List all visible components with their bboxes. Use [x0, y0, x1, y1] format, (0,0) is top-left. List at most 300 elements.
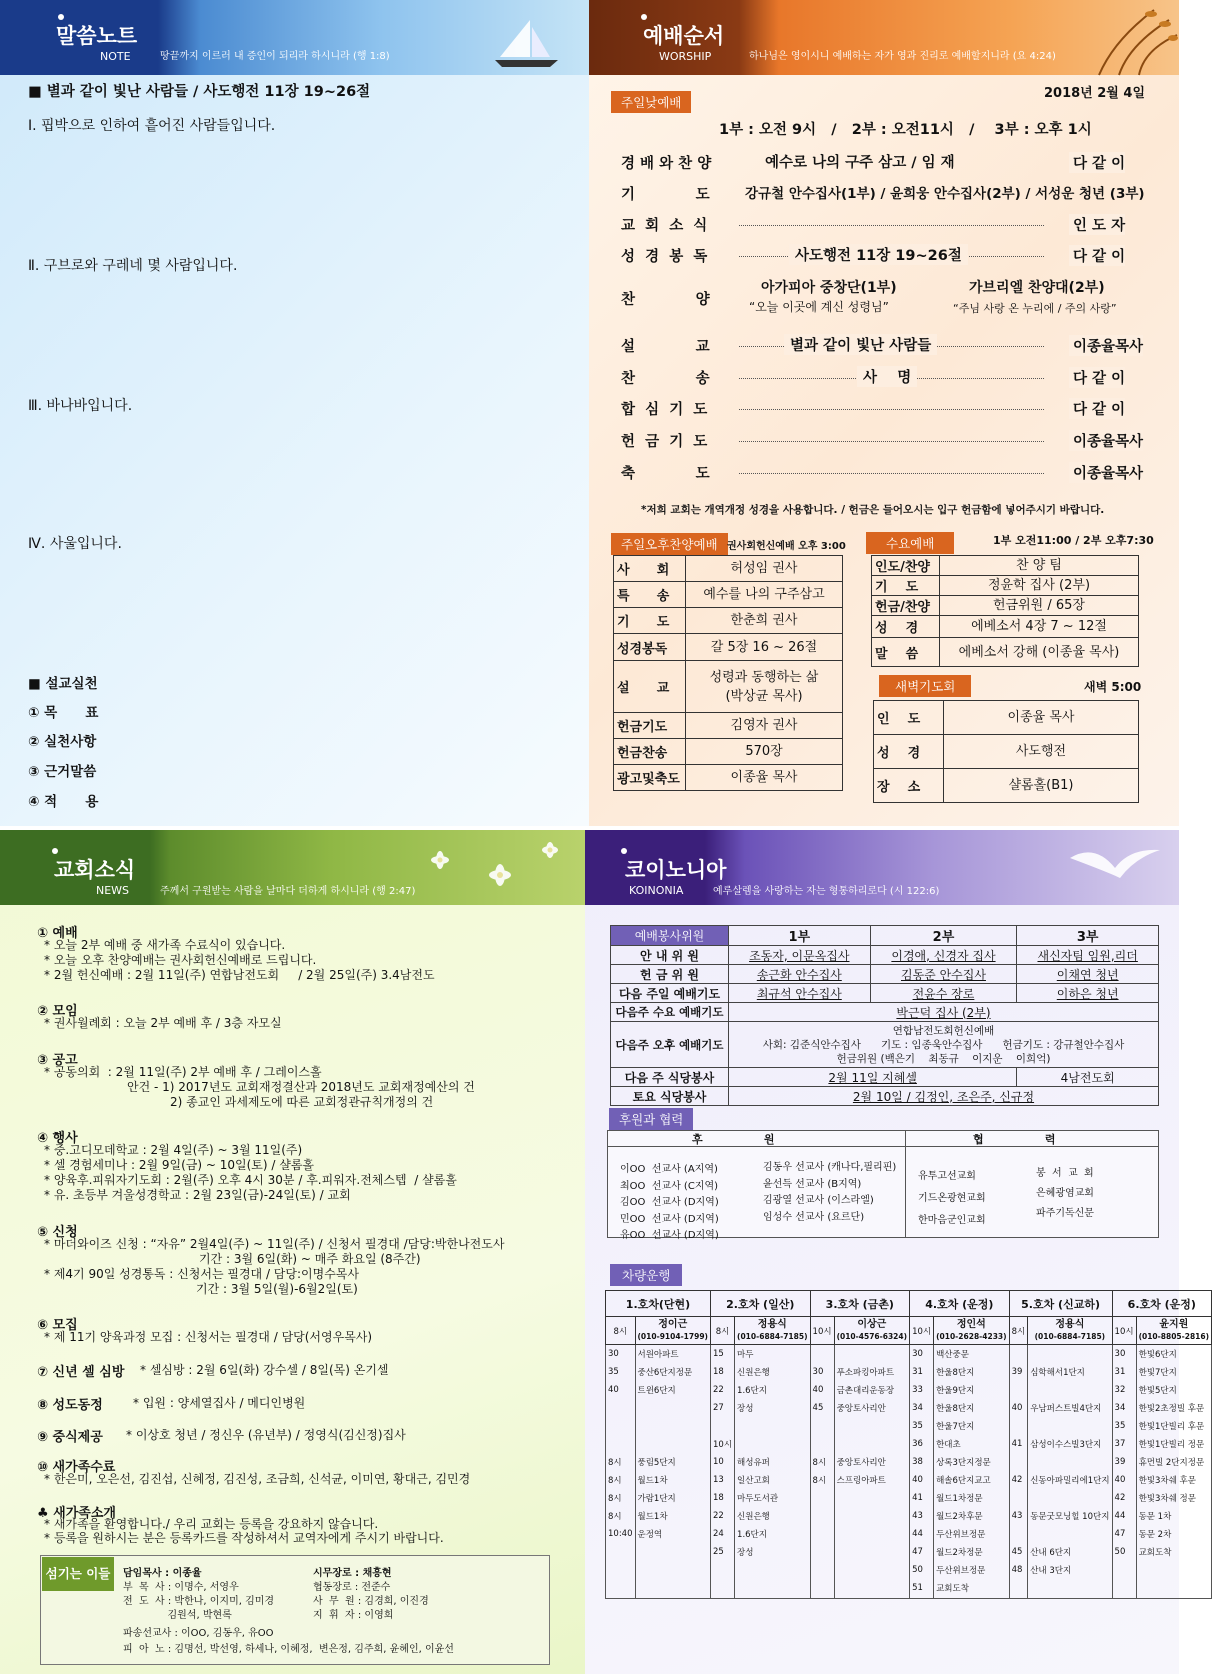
bus-time: 40	[1112, 1471, 1136, 1489]
support-h1: 후 원	[692, 1133, 775, 1146]
bus-time: 22	[711, 1381, 735, 1399]
bus-time: 41	[1009, 1435, 1028, 1453]
news-s3b: 안건 - 1) 2017년도 교회재정결산과 2018년도 교회재정예산의 건	[127, 1080, 475, 1094]
bus-time	[810, 1345, 834, 1363]
row-value: 사도행전	[944, 735, 1139, 769]
driver-phone: (010-6884-7185)	[1034, 1331, 1106, 1341]
bus-stop	[735, 1561, 811, 1579]
bus-time: 34	[910, 1399, 934, 1417]
row-key: 기 도	[614, 608, 686, 634]
pm-line: 연합남전도회헌신예배	[892, 1024, 995, 1037]
bus-bottom-cell	[1028, 1597, 1112, 1599]
bus-hour: 10시	[1112, 1317, 1136, 1345]
driver-name: 이상근	[857, 1318, 887, 1330]
service-times: 1부 : 오전 9시 / 2부 : 오전11시 / 3부 : 오후 1시	[719, 122, 1092, 138]
practice-items: ② 실천사항	[28, 734, 97, 750]
row-key: 헌금/찬양	[872, 596, 940, 616]
row-key: 설 교	[614, 661, 686, 713]
table-row	[606, 1471, 1212, 1489]
row-value: 찬 양 팀	[940, 556, 1139, 576]
news-s8: ⑧ 성도동정	[37, 1398, 103, 1413]
choir-1: 아가피아 중창단(1부)	[761, 280, 897, 296]
bus-stop: 월드1차정문	[934, 1489, 1010, 1507]
bus-car-header: 1.호차(단현)	[606, 1291, 711, 1317]
news-s8a: * 입원 : 양세열집사 / 메디인병원	[133, 1396, 306, 1410]
table-row	[614, 739, 843, 765]
table-row	[606, 1399, 1212, 1417]
news-s9: ⑨ 중식제공	[37, 1430, 103, 1445]
news-s7: ⑦ 신년 셀 심방	[37, 1365, 125, 1380]
order-content: 사도행전 11장 19~26절	[789, 244, 968, 265]
bus-stop	[834, 1543, 910, 1561]
table-row	[606, 1597, 1212, 1599]
bus-driver	[834, 1317, 910, 1345]
bus-time: 35	[1112, 1417, 1136, 1435]
support-item: 김동우 선교사 (캐나다,필리핀)	[763, 1162, 897, 1173]
bus-stop: 한울8단지	[934, 1363, 1010, 1381]
seagull-icon	[1065, 838, 1165, 893]
bus-time: 30	[606, 1345, 636, 1363]
bus-stop: 마두	[735, 1345, 811, 1363]
bus-bottom-cell	[1009, 1597, 1028, 1599]
bus-time	[606, 1543, 636, 1561]
support-item: 봉 서 교 회	[1036, 1168, 1094, 1179]
table-row	[611, 1022, 1159, 1068]
table-row	[872, 638, 1139, 667]
support-header-line	[607, 1146, 1159, 1147]
bus-time: 22	[711, 1507, 735, 1525]
bus-stop: 한빛3차쉐 후문	[1136, 1471, 1212, 1489]
bus-time: 40	[810, 1381, 834, 1399]
row-value: 4남전도회	[1017, 1068, 1159, 1087]
bus-car-header: 6.호차 (운정)	[1112, 1291, 1212, 1317]
order-key: 성 경 봉 독	[621, 249, 708, 265]
bus-time: 30	[810, 1363, 834, 1381]
bus-bottom-cell	[1112, 1597, 1136, 1599]
bus-stop: 장성	[735, 1399, 811, 1417]
news-tag: 교회소식 NEWS	[0, 830, 158, 905]
news-s10a: * 한은미, 오은선, 김진섭, 신혜정, 김진성, 조금희, 신석균, 이미연, 황대근, 김민경	[44, 1472, 471, 1486]
row-value: 570장	[686, 739, 843, 765]
worship-panel	[589, 0, 1179, 826]
row-value: 박근덕 집사 (2부)	[729, 1003, 1159, 1022]
support-h2: 협 력	[973, 1133, 1056, 1146]
order-leader-name: 다 같 이	[1069, 152, 1125, 173]
support-list-3	[918, 1166, 986, 1232]
point-4: Ⅳ. 사울입니다.	[28, 536, 122, 552]
bus-stop: 한울8단지	[934, 1399, 1010, 1417]
bus-hour: 8시	[711, 1317, 735, 1345]
bus-stop: 스프링아파트	[834, 1471, 910, 1489]
bus-stop	[635, 1543, 711, 1561]
bus-stop: 월드2차정문	[934, 1543, 1010, 1561]
order-choir-key: 찬 양	[621, 292, 710, 308]
driver-name: 정용식	[757, 1318, 787, 1330]
bus-time	[1009, 1417, 1028, 1435]
order-key: 찬 송	[621, 371, 710, 387]
dawn-label: 새벽기도회	[879, 675, 971, 697]
row-key: 장 소	[874, 769, 944, 803]
news-s4c: * 양육후.피워자기도회 : 2월(주) 오후 4시 30분 / 후.피워자.전체스텝 / 샬롬홀	[44, 1173, 457, 1187]
row-key: 인 도	[874, 701, 944, 735]
bus-time: 45	[1009, 1543, 1028, 1561]
row-key: 다음 주일 예배기도	[611, 984, 729, 1003]
afternoon-sub: 권사회헌신예배 오후 3:00	[727, 541, 846, 552]
row-key: 헌금찬송	[614, 739, 686, 765]
support-item: 이OO 선교사 (A지역)	[620, 1164, 718, 1175]
bus-stop: 월드2차후문	[934, 1507, 1010, 1525]
table-row	[614, 661, 843, 713]
order-content: 별과 같이 빛난 사람들	[784, 334, 937, 355]
bus-time: 10	[711, 1453, 735, 1471]
order-leader	[739, 409, 1044, 410]
bus-stop	[635, 1399, 711, 1417]
koinonia-panel	[585, 830, 1210, 1674]
news-s3: ③ 공고	[37, 1053, 78, 1068]
bus-stop: 두산위브정문	[934, 1561, 1010, 1579]
bus-time	[606, 1561, 636, 1579]
bus-stop: 상록3단지정문	[934, 1453, 1010, 1471]
sermon-title: ■ 별과 같이 빛난 사람들 / 사도행전 11장 19~26절	[28, 84, 371, 100]
bus-stop: 한빛5단지	[1136, 1381, 1212, 1399]
table-row	[606, 1345, 1212, 1363]
bus-stop	[1028, 1453, 1112, 1471]
choir-1-song: “오늘 이곳에 계신 성령님”	[749, 300, 889, 314]
bus-time	[810, 1435, 834, 1453]
bus-stop: 한빛3차쉐 정문	[1136, 1489, 1212, 1507]
bus-time: 25	[711, 1543, 735, 1561]
bus-stop: 서원아파트	[635, 1345, 711, 1363]
table-row	[606, 1417, 1212, 1435]
support-item: 임성수 선교사 (요르단)	[763, 1211, 865, 1223]
bus-time: 30	[1112, 1345, 1136, 1363]
bus-hour: 8시	[1009, 1317, 1028, 1345]
bus-stop: 산내 6단지	[1028, 1543, 1112, 1561]
table-row	[614, 713, 843, 739]
support-list-4	[1036, 1164, 1094, 1224]
bus-time	[1009, 1381, 1028, 1399]
order-leader-name: 인 도 자	[1069, 214, 1125, 235]
bus-time: 47	[910, 1543, 934, 1561]
bus-stop	[1136, 1579, 1212, 1597]
table-row	[872, 556, 1139, 576]
bus-driver	[735, 1317, 811, 1345]
bus-stop: 신원은행	[735, 1507, 811, 1525]
bus-bottom-cell	[635, 1597, 711, 1599]
bus-stop	[1028, 1381, 1112, 1399]
news-s2: ② 모임	[37, 1004, 78, 1019]
bus-stop: 한울7단지	[934, 1417, 1010, 1435]
bus-time	[810, 1525, 834, 1543]
news-s5c: * 제4기 90일 성경통독 : 신청서는 필경대 / 담당:이명수목사	[44, 1267, 359, 1281]
service-date: 2018년 2월 4일	[1044, 86, 1145, 101]
bus-stop: 두산위브정문	[934, 1525, 1010, 1543]
support-divider	[905, 1130, 906, 1238]
bus-time	[711, 1579, 735, 1597]
bus-time: 40	[910, 1471, 934, 1489]
bus-time	[606, 1417, 636, 1435]
row-key: 사 회	[614, 556, 686, 582]
service-col-header: 2부	[870, 926, 1017, 946]
row-key: 다음 주 식당봉사	[611, 1068, 729, 1087]
driver-phone: (010-4576-6324)	[836, 1331, 908, 1341]
order-leader	[739, 473, 1044, 474]
bus-stop: 풍림5단지	[635, 1453, 711, 1471]
dawn-time: 새벽 5:00	[1084, 680, 1142, 694]
service-committee-table	[610, 925, 1159, 1106]
table-row	[611, 1087, 1159, 1106]
bus-stop: 우남퍼스트빌4단지	[1028, 1399, 1112, 1417]
order-leader	[739, 225, 1044, 226]
bus-stop: 한빛6단지	[1136, 1345, 1212, 1363]
bus-time: 40	[1009, 1399, 1028, 1417]
bus-time: 44	[1112, 1507, 1136, 1525]
bus-time: 48	[1009, 1561, 1028, 1579]
bus-time: 10:40	[606, 1525, 636, 1543]
row-value: 이종율 목사	[686, 765, 843, 791]
staff-line: 피 아 노 : 김명선, 박선영, 하세나, 이혜정, 변은정, 김주희, 윤혜인, 이윤선	[123, 1644, 454, 1655]
practice-verse: ③ 근거말씀	[28, 764, 97, 780]
bus-stop	[635, 1435, 711, 1453]
table-row	[606, 1507, 1212, 1525]
table-row	[614, 556, 843, 582]
news-verse: 주께서 구원받는 사람을 날마다 더하게 하시니라 (행 2:47)	[160, 886, 416, 897]
support-item: 파주기독신문	[1036, 1208, 1094, 1219]
news-s1a: * 오늘 2부 예배 중 새가족 수료식이 있습니다.	[44, 938, 286, 952]
support-item: 민OO 선교사 (D지역)	[620, 1213, 719, 1225]
row-value: 김영자 권사	[686, 713, 843, 739]
bus-time	[810, 1417, 834, 1435]
afternoon-table	[613, 555, 843, 791]
support-item: 한마음군인교회	[918, 1215, 986, 1226]
row-value: 성령과 동행하는 삶 (박상균 목사)	[686, 661, 843, 713]
row-value: 이채연 청년	[1017, 965, 1159, 984]
bus-stop	[1028, 1345, 1112, 1363]
bus-time: 50	[910, 1561, 934, 1579]
bus-time: 34	[1112, 1399, 1136, 1417]
service-col-header: 3부	[1017, 926, 1159, 946]
table-row	[611, 1003, 1159, 1022]
table-row	[872, 596, 1139, 616]
bus-time	[606, 1579, 636, 1597]
staff-line: 사 무 원 : 김경희, 이진경	[313, 1596, 429, 1607]
bus-time	[810, 1543, 834, 1561]
table-row	[872, 576, 1139, 596]
row-key: 성 경	[872, 616, 940, 638]
bus-stop: 휴먼빌 2단지정문	[1136, 1453, 1212, 1471]
bus-hour: 10시	[910, 1317, 934, 1345]
bus-stop: 장성	[735, 1543, 811, 1561]
table-row	[611, 984, 1159, 1003]
practice-goal: ① 목 표	[28, 705, 99, 721]
bus-time: 35	[606, 1363, 636, 1381]
order-leader-name: 다 같 이	[1069, 245, 1125, 266]
koinonia-tag: 코이노니아 KOINONIA	[585, 830, 743, 905]
row-value: 에베소서 강해 (이종율 목사)	[940, 638, 1139, 667]
bus-time	[606, 1399, 636, 1417]
order-content: 예수로 나의 구주 삼고 / 임 재	[765, 155, 955, 171]
order-leader-name: 이종율목사	[1069, 430, 1143, 451]
support-item: 김OO 선교사 (D지역)	[620, 1197, 719, 1208]
bus-stop	[834, 1435, 910, 1453]
bus-car-header: 4.호차 (운정)	[910, 1291, 1010, 1317]
row-key: 토요 식당봉사	[611, 1087, 729, 1106]
order-key: 축 도	[621, 466, 710, 482]
bus-stop: 한빛7단지	[1136, 1363, 1212, 1381]
row-key: 성경봉독	[614, 634, 686, 661]
bus-time: 18	[711, 1489, 735, 1507]
bus-stop: 심학해서1단지	[1028, 1363, 1112, 1381]
koinonia-banner	[585, 830, 1179, 905]
table-row	[872, 616, 1139, 638]
bus-stop: 한울9단지	[934, 1381, 1010, 1399]
point-3: Ⅲ. 바나바입니다.	[28, 398, 133, 414]
table-row	[606, 1525, 1212, 1543]
table-row	[874, 769, 1139, 803]
bus-stop: 신동아파밀리에1단지	[1028, 1471, 1112, 1489]
bus-stop: 삼성이수스빌3단지	[1028, 1435, 1112, 1453]
bus-time: 43	[910, 1507, 934, 1525]
driver-phone: (010-8805-2816)	[1138, 1331, 1210, 1341]
table-row	[614, 608, 843, 634]
news-s11b: * 등록을 원하시는 분은 등록카드를 작성하셔서 교역자에게 주시기 바랍니다.	[44, 1531, 444, 1545]
bus-time: 43	[1009, 1507, 1028, 1525]
bus-time: 47	[1112, 1525, 1136, 1543]
support-item: 유투고선교회	[918, 1171, 976, 1182]
table-row	[614, 765, 843, 791]
bus-time: 15	[711, 1345, 735, 1363]
row-value: 허성임 권사	[686, 556, 843, 582]
wednesday-time: 1부 오전11:00 / 2부 오후7:30	[993, 534, 1154, 547]
staff-line: 파송선교사 : 이OO, 김동우, 유OO	[123, 1628, 274, 1639]
dawn-table	[873, 700, 1139, 803]
row-key: 광고및축도	[614, 765, 686, 791]
bus-time: 31	[1112, 1363, 1136, 1381]
bus-stop	[834, 1579, 910, 1597]
order-content: 강규철 안수집사(1부) / 윤희웅 안수집사(2부) / 서성운 청년 (3부)	[745, 186, 1145, 202]
table-row	[874, 735, 1139, 769]
bus-stop	[834, 1507, 910, 1525]
bus-time: 27	[711, 1399, 735, 1417]
table-row	[611, 1068, 1159, 1087]
bus-time	[810, 1507, 834, 1525]
bus-stop: 동문 2차	[1136, 1525, 1212, 1543]
bus-time: 32	[1112, 1381, 1136, 1399]
bus-time: 45	[810, 1399, 834, 1417]
bus-time: 36	[910, 1435, 934, 1453]
staff-line: 부 목 사 : 이명수, 서영우	[123, 1582, 239, 1593]
row-value: 이하은 청년	[1017, 984, 1159, 1003]
order-key: 헌 금 기 도	[621, 434, 708, 450]
row-key: 인도/찬양	[872, 556, 940, 576]
bus-time: 8시	[810, 1471, 834, 1489]
table-row	[606, 1381, 1212, 1399]
worship-verse: 하나님은 영이시니 예배하는 자가 영과 진리로 예배할지니라 (요 4:24)	[749, 51, 1056, 62]
row-value: 에베소서 4장 7 ~ 12절	[940, 616, 1139, 638]
bus-car-header: 3.호차 (금촌)	[810, 1291, 910, 1317]
row-value: 한춘희 권사	[686, 608, 843, 634]
bus-time	[1009, 1345, 1028, 1363]
order-key: 설 교	[621, 339, 710, 355]
support-label: 후원과 협력	[609, 1108, 693, 1130]
bus-stop: 한빛1단빌리 정문	[1136, 1435, 1212, 1453]
wheat-icon	[1059, 0, 1179, 75]
koinonia-verse: 예루살렘을 사랑하는 자는 형통하리로다 (시 122:6)	[713, 886, 940, 897]
row-key: 다음주 수요 예배기도	[611, 1003, 729, 1022]
bus-bottom-cell	[934, 1597, 1010, 1599]
staff-line: 지 휘 자 : 이영희	[313, 1610, 394, 1621]
bus-time: 44	[910, 1525, 934, 1543]
bus-time: 51	[910, 1579, 934, 1597]
table-row	[606, 1363, 1212, 1381]
worship-tag: 예배순서 WORSHIP	[589, 0, 747, 75]
table-row	[606, 1579, 1212, 1597]
news-s9a: * 이상호 청년 / 정신우 (유년부) / 정영식(김신정)집사	[126, 1428, 406, 1442]
support-item: 은혜광염교회	[1036, 1188, 1094, 1199]
row-key: 말 씀	[872, 638, 940, 667]
order-leader-name: 다 같 이	[1069, 367, 1125, 388]
practice-apply: ④ 적 용	[28, 794, 99, 810]
support-list-2	[763, 1160, 896, 1226]
staff-line: 협동장로 : 전준수	[313, 1582, 391, 1593]
table-row	[874, 701, 1139, 735]
news-s4: ④ 행사	[37, 1131, 78, 1146]
order-leader	[739, 441, 1044, 442]
bus-stop	[635, 1561, 711, 1579]
news-s1b: * 오늘 오후 찬양예배는 권사회헌신예배로 드립니다.	[44, 953, 317, 967]
table-row	[611, 946, 1159, 965]
row-key: 기 도	[872, 576, 940, 596]
news-s6a: * 제 11기 양육과정 모집 : 신청서는 필경대 / 담당(서영우목사)	[44, 1330, 373, 1344]
row-key: 헌 금 위 원	[611, 965, 729, 984]
driver-phone: (010-6884-7185)	[737, 1331, 808, 1341]
bus-stop	[1028, 1579, 1112, 1597]
bus-stop: 한대초	[934, 1435, 1010, 1453]
bus-bottom-cell	[711, 1597, 735, 1599]
table-row	[606, 1489, 1212, 1507]
row-value: 헌금위원 / 65장	[940, 596, 1139, 616]
news-s5d: 기간 : 3월 5일(월)-6월2일(토)	[196, 1282, 358, 1296]
worship-banner	[589, 0, 1179, 75]
news-s11a: * 새가족을 환영합니다./ 우리 교회는 등록을 강요하지 않습니다.	[44, 1517, 379, 1531]
order-leader-name: 이종율목사	[1069, 335, 1143, 356]
bus-driver	[635, 1317, 711, 1345]
news-s4d: * 유. 초등부 겨울성경학교 : 2월 23일(금)-24일(토) / 교회	[44, 1188, 351, 1202]
staff-line: 전 도 사 : 박한나, 이지미, 김미경	[123, 1596, 275, 1607]
bus-time: 24	[711, 1525, 735, 1543]
bus-stop: 운정역	[635, 1525, 711, 1543]
bus-stop: 백산중문	[934, 1345, 1010, 1363]
bus-time: 38	[910, 1453, 934, 1471]
bus-stop: 신원은행	[735, 1363, 811, 1381]
bus-time	[1009, 1579, 1028, 1597]
bus-stop: 1.6단지	[735, 1381, 811, 1399]
bus-time: 8시	[810, 1453, 834, 1471]
order-key: 합 심 기 도	[621, 402, 708, 418]
bus-stop	[735, 1579, 811, 1597]
news-s5b: 기간 : 3월 6일(화) ~ 매주 화요일 (8주간)	[199, 1252, 421, 1266]
bus-stop	[834, 1417, 910, 1435]
driver-name: 정용식	[1055, 1318, 1085, 1330]
bus-bottom-cell	[1136, 1597, 1212, 1599]
table-row	[606, 1435, 1212, 1453]
bus-table	[605, 1290, 1212, 1599]
bus-stop: 금촌대리운동장	[834, 1381, 910, 1399]
bus-time	[810, 1489, 834, 1507]
row-value: 조동자, 이문옥집사	[729, 946, 871, 965]
choir-2: 가브리엘 찬양대(2부)	[969, 280, 1105, 296]
news-s11: ♣ 새가족소개	[37, 1506, 116, 1521]
